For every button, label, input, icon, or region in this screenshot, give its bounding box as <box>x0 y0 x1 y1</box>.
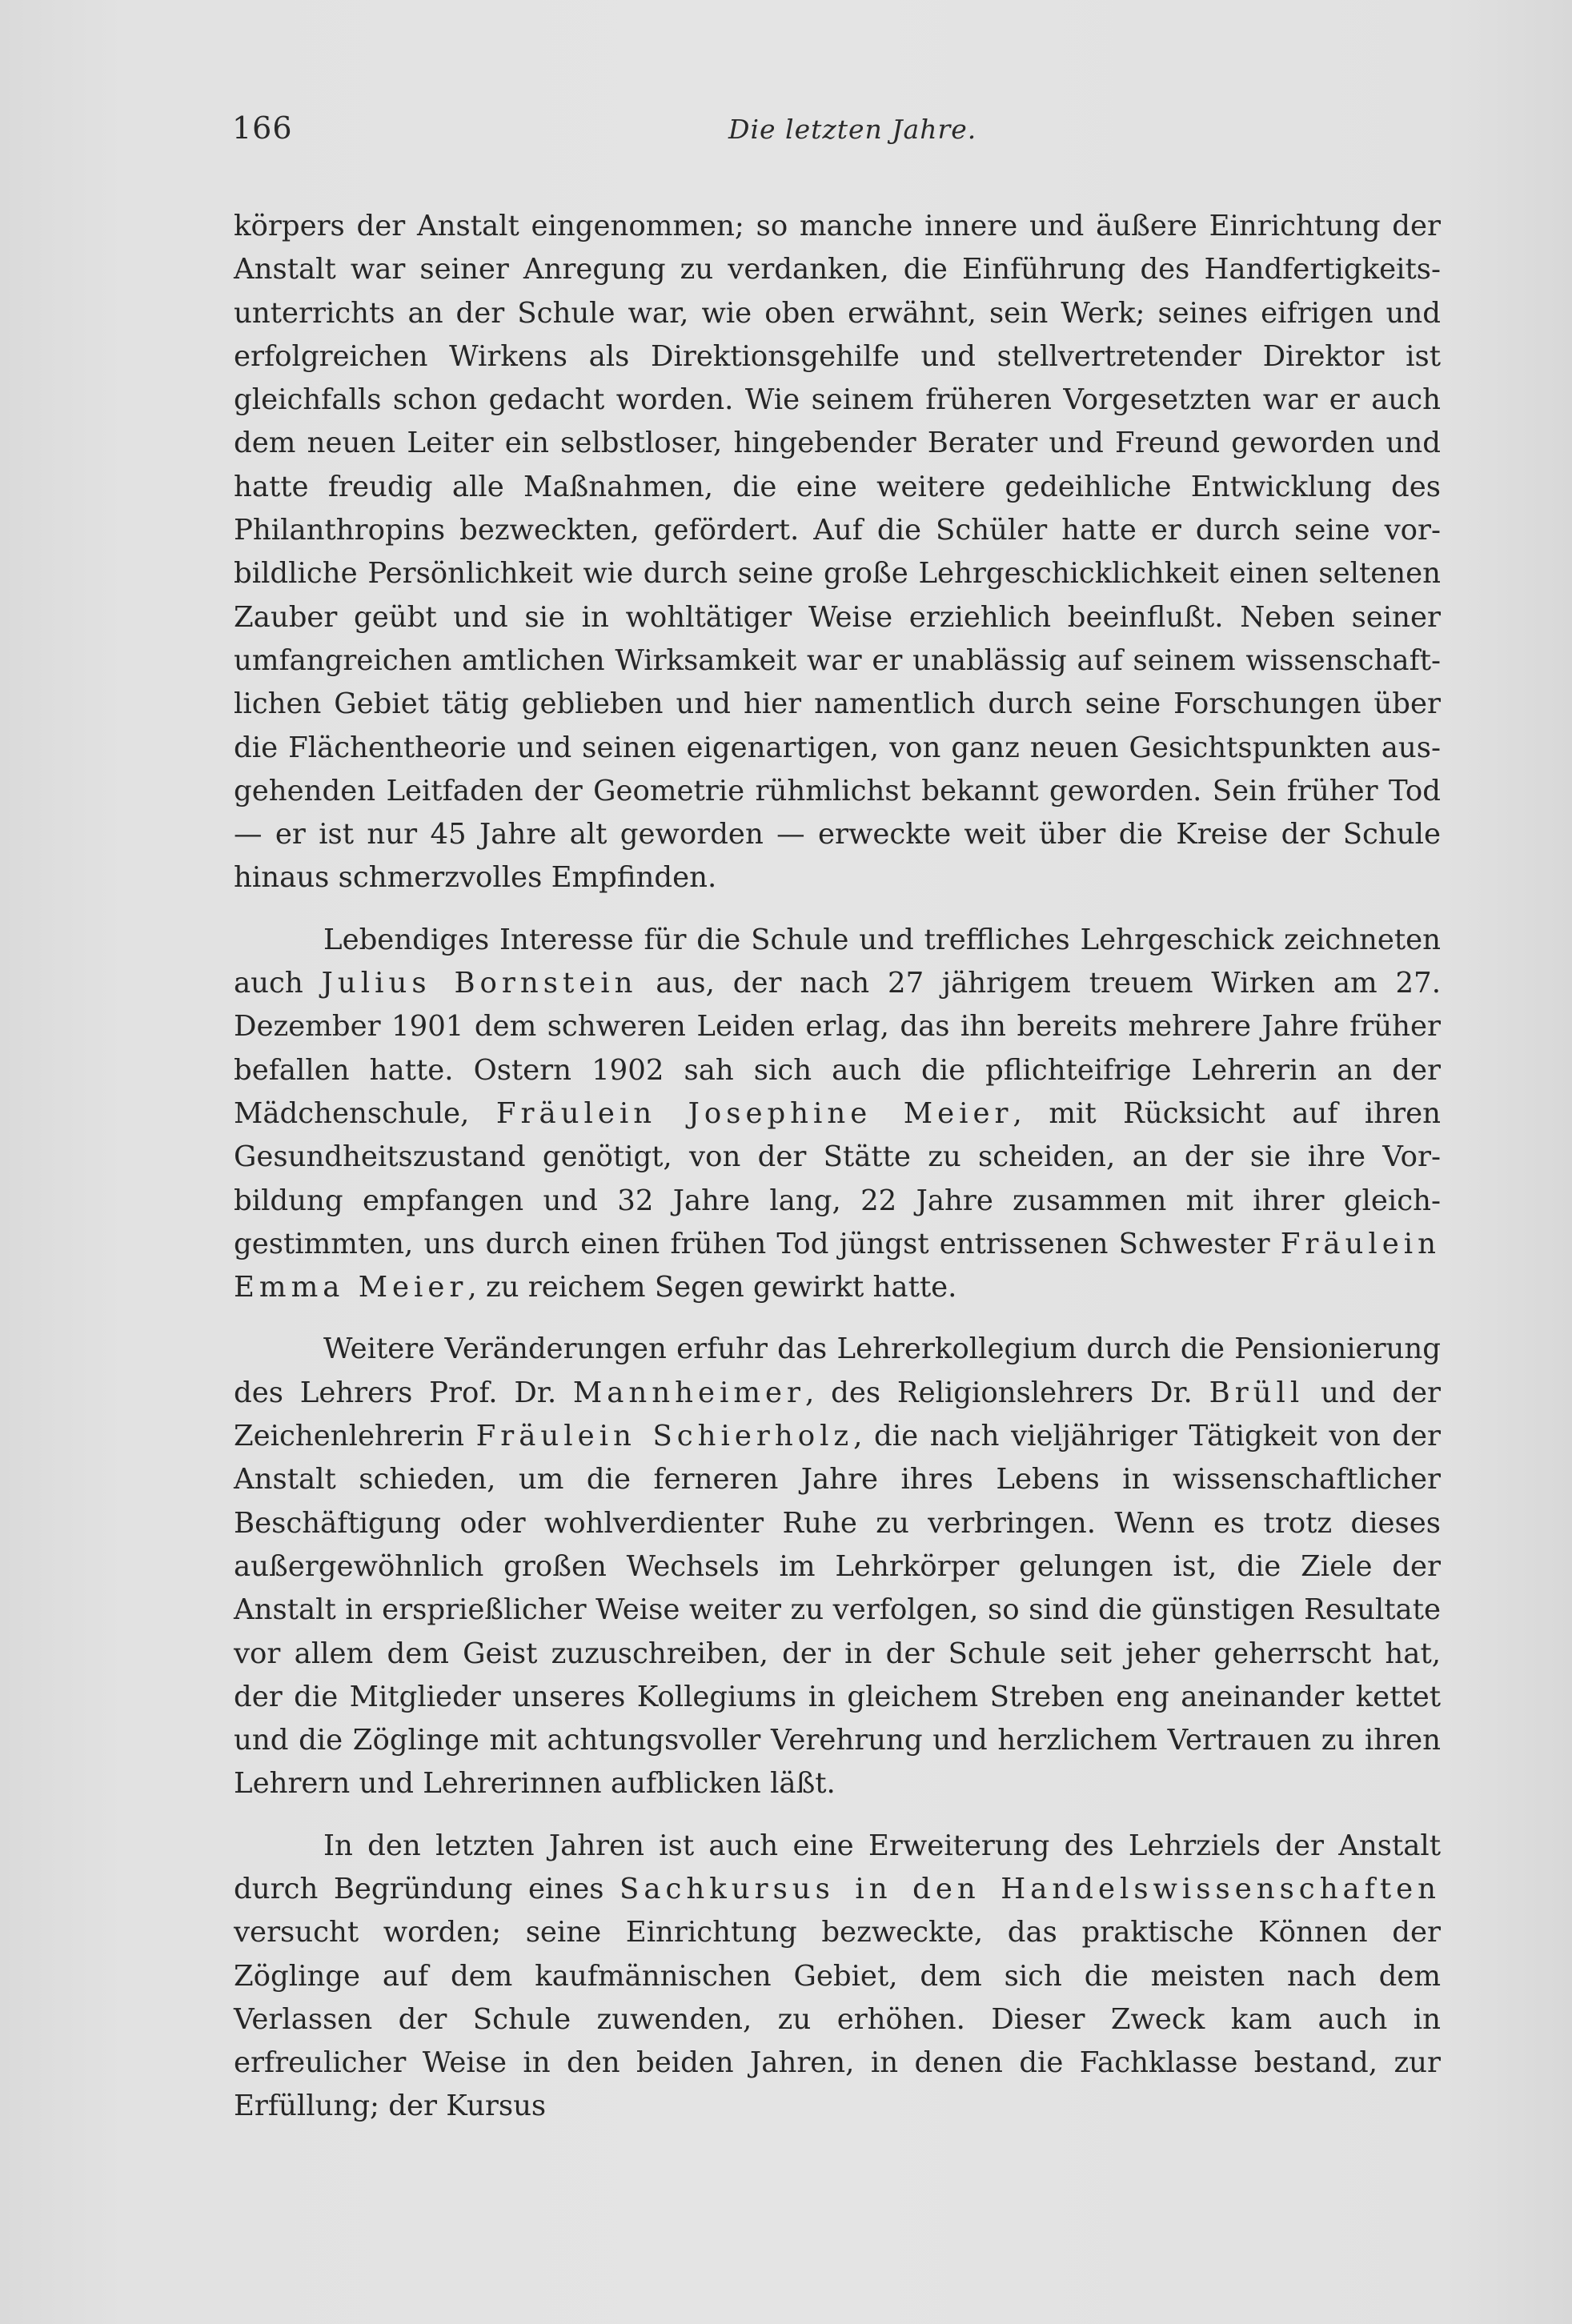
text-run: aus, der nach 27 jährigem treuem Wirken am 27. Dezember 1901 dem schweren Leiden erlag, das ihn bereits mehrere Jahre früher befallen hatte. Ostern 1902 sah sich auch die pflichteifrige Lehrerin an der Mädchenschule, <box>234 967 1441 1130</box>
spaced-name: Fräulein Emma Meier <box>234 1227 1441 1304</box>
text-run: versucht worden; seine Einrichtung bezweckte, das praktische Können der Zöglinge auf dem kaufmännischen Gebiet, dem sich die meisten nach dem Verlassen der Schule zuwenden, zu erhöhen. Dieser Zweck kam auch in erfreulicher Weise in den beiden Jahren, in denen die Fachklasse bestand, zur Erfüllung; der Kursus <box>234 1916 1441 2123</box>
page-header <box>232 110 1441 158</box>
text-run: , des Religionslehrers Dr. <box>805 1376 1209 1409</box>
spaced-name: Brüll <box>1209 1376 1305 1409</box>
running-head: Die letzten Jahre. <box>728 114 977 145</box>
paragraph-2 <box>234 919 1441 1310</box>
text-run: , zu reichem Segen gewirkt hatte. <box>467 1271 957 1304</box>
spaced-name: Julius Bornstein <box>321 967 638 1000</box>
spaced-name: Sachkursus in den Handelswissenschaften <box>620 1872 1441 1905</box>
text-run: Lebendiges Interesse für die Schule und treffliches Lehrgeschick zeichneten auch <box>234 923 1441 1000</box>
page-number: 166 <box>232 110 293 146</box>
spaced-name: Fräulein Josephine Meier <box>495 1096 1013 1130</box>
paragraph-3 <box>234 1328 1441 1805</box>
text-run: , die nach vieljähriger Tätigkeit von der Anstalt schieden, um die ferneren Jahre ihres Lebens in wissenschaftlicher Beschäftigung oder wohlverdienter Ruhe zu verbringen. Wenn es trotz dieses außergewöhnlich großen Wechsels im Lehrkörper gelungen ist, die Ziele der Anstalt in ersprießlicher Weise weiter zu verfolgen, so sind die günstigen Resultate vor allem dem Geist zuzuschreiben, der in der Schule seit jeher geherrscht hat, der die Mitglieder unseres Kollegiums in gleichem Streben eng aneinander kettet und die Zöglinge mit achtungsvoller Verehrung und herzlichem Vertrauen zu ihren Lehrern und Lehrerinnen aufblicken läßt. <box>234 1420 1441 1801</box>
text-run: , mit Rücksicht auf ihren Gesundheitszustand genötigt, von der Stätte zu scheiden, an der sie ihre Vorbildung empfangen und 32 Jahre lang, 22 Jahre zusammen mit ihrer gleichgestimmten, uns durch einen frühen Tod jüngst entrissenen Schwester <box>234 1096 1441 1260</box>
paragraph-4 <box>234 1825 1441 2129</box>
text-run: In den letzten Jahren ist auch eine Erweiterung des Lehrziels der Anstalt durch Begründung eines <box>234 1829 1441 1905</box>
text-run: und der Zeichenlehrerin <box>234 1376 1441 1453</box>
paragraph-1: körpers der Anstalt eingenommen; so manche innere und äußere Einrichtung der Anstalt war seiner Anregung zu verdanken, die Einführung des Handfertigkeitsunterrichts an der Schule war, wie oben erwähnt, sein Werk; seines eifrigen und erfolgreichen Wirkens als Direktionsgehilfe und stellvertretender Direktor ist gleichfalls schon gedacht worden. Wie seinem früheren Vorgesetzten war er auch dem neuen Leiter ein selbstloser, hingebender Berater und Freund geworden und hatte freudig alle Maßnahmen, die eine weitere gedeihliche Entwicklung des Philanthropins bezweckten, gefördert. Auf die Schüler hatte er durch seine vorbildliche Persönlichkeit wie durch seine große Lehrgeschicklichkeit einen seltenen Zauber geübt und sie in wohltätiger Weise erziehlich beeinflußt. Neben seiner umfangreichen amtlichen Wirksamkeit war er unablässig auf seinem wissenschaftlichen Gebiet tätig geblieben und hier namentlich durch seine Forschungen über die Flächentheorie und seinen eigenartigen, von ganz neuen Gesichtspunkten ausgehenden Leitfaden der Geometrie rühmlichst bekannt geworden. Sein früher Tod — er ist nur 45 Jahre alt geworden — erweckte weit über die Kreise der Schule hinaus schmerzvolles Empfinden. <box>234 210 1441 895</box>
body-text <box>234 205 1441 2129</box>
spaced-name: Fräulein Schierholz <box>475 1420 854 1453</box>
text-run: Weitere Veränderungen erfuhr das Lehrerkollegium durch die Pensionierung des Lehrers Prof. Dr. <box>234 1332 1441 1409</box>
spaced-name: Mannheimer <box>572 1376 806 1409</box>
